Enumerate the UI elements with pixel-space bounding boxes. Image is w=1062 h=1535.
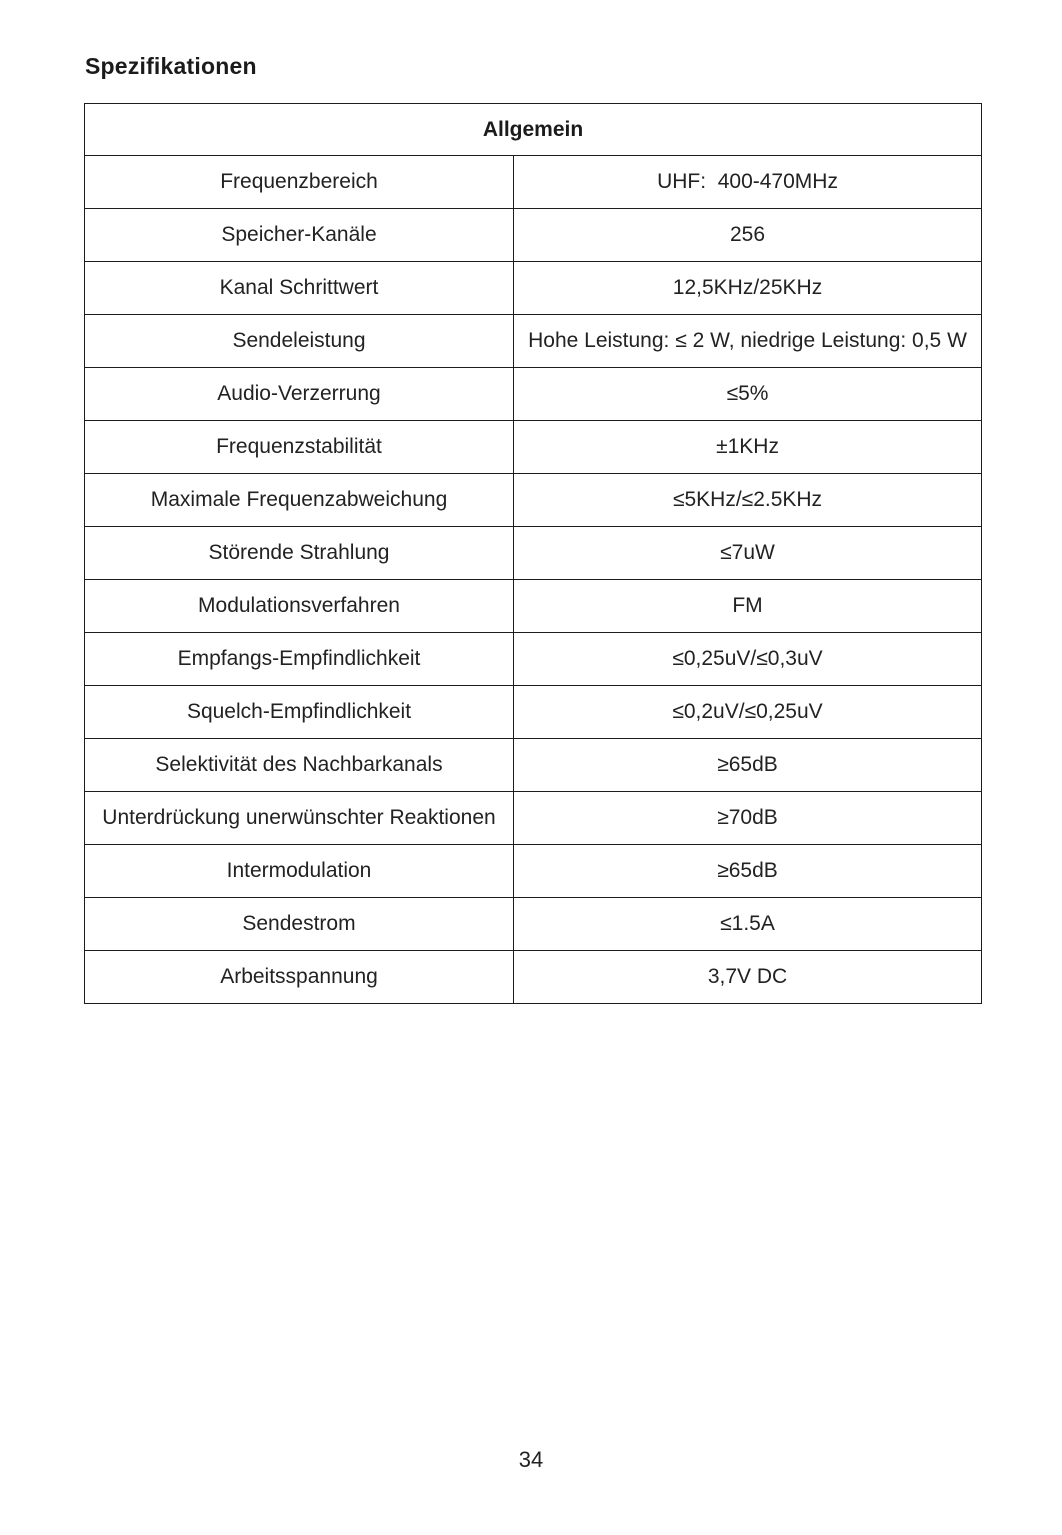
spec-value-cell: ≥65dB (514, 845, 982, 898)
table-row (85, 792, 982, 845)
spec-value-cell: FM (514, 580, 982, 633)
table-row (85, 209, 982, 262)
spec-value-cell: ≤1.5A (514, 898, 982, 951)
table-row (85, 421, 982, 474)
spec-value-cell: ≤0,2uV/≤0,25uV (514, 686, 982, 739)
table-row (85, 739, 982, 792)
table-row (85, 845, 982, 898)
spec-label-cell: Empfangs-Empfindlichkeit (85, 633, 514, 686)
spec-label-cell: Frequenzstabilität (85, 421, 514, 474)
table-header-row (85, 104, 982, 156)
table-row (85, 368, 982, 421)
table-header: Allgemein (85, 104, 982, 156)
spec-label-cell: Unterdrückung unerwünschter Reaktionen (85, 792, 514, 845)
table-row (85, 262, 982, 315)
page-title: Spezifikationen (85, 53, 257, 79)
spec-label-cell: Modulationsverfahren (85, 580, 514, 633)
spec-value-cell: UHF: 400-470MHz (514, 156, 982, 209)
spec-value-cell: ≤7uW (514, 527, 982, 580)
spec-value-cell: ≤5% (514, 368, 982, 421)
page-number: 34 (518, 1447, 544, 1472)
spec-label-cell: Intermodulation (85, 845, 514, 898)
spec-label-cell: Frequenzbereich (85, 156, 514, 209)
spec-value-cell: ≥65dB (514, 739, 982, 792)
spec-label-cell: Speicher-Kanäle (85, 209, 514, 262)
table-row (85, 633, 982, 686)
spec-value-cell: 3,7V DC (514, 951, 982, 1004)
spec-value-cell: ≤0,25uV/≤0,3uV (514, 633, 982, 686)
table-row (85, 951, 982, 1004)
spec-value-cell: 256 (514, 209, 982, 262)
spec-label-cell: Maximale Frequenzabweichung (85, 474, 514, 527)
spec-label-cell: Selektivität des Nachbarkanals (85, 739, 514, 792)
table-row (85, 898, 982, 951)
spec-label-cell: Kanal Schrittwert (85, 262, 514, 315)
spec-value-cell: 12,5KHz/25KHz (514, 262, 982, 315)
spec-label-cell: Squelch-Empfindlichkeit (85, 686, 514, 739)
table-row (85, 474, 982, 527)
spec-label-cell: Sendeleistung (85, 315, 514, 368)
spec-label-cell: Störende Strahlung (85, 527, 514, 580)
spec-value-cell: ≤5KHz/≤2.5KHz (514, 474, 982, 527)
spec-label-cell: Audio-Verzerrung (85, 368, 514, 421)
table-row (85, 527, 982, 580)
table-row (85, 686, 982, 739)
table-row (85, 315, 982, 368)
table-row (85, 580, 982, 633)
spec-value-cell: ≥70dB (514, 792, 982, 845)
spec-value-cell: Hohe Leistung: ≤ 2 W, niedrige Leistung: 0,5 W (514, 315, 982, 368)
spec-label-cell: Arbeitsspannung (85, 951, 514, 1004)
spec-value-cell: ±1KHz (514, 421, 982, 474)
spec-label-cell: Sendestrom (85, 898, 514, 951)
spec-table (84, 103, 982, 1004)
table-row (85, 156, 982, 209)
